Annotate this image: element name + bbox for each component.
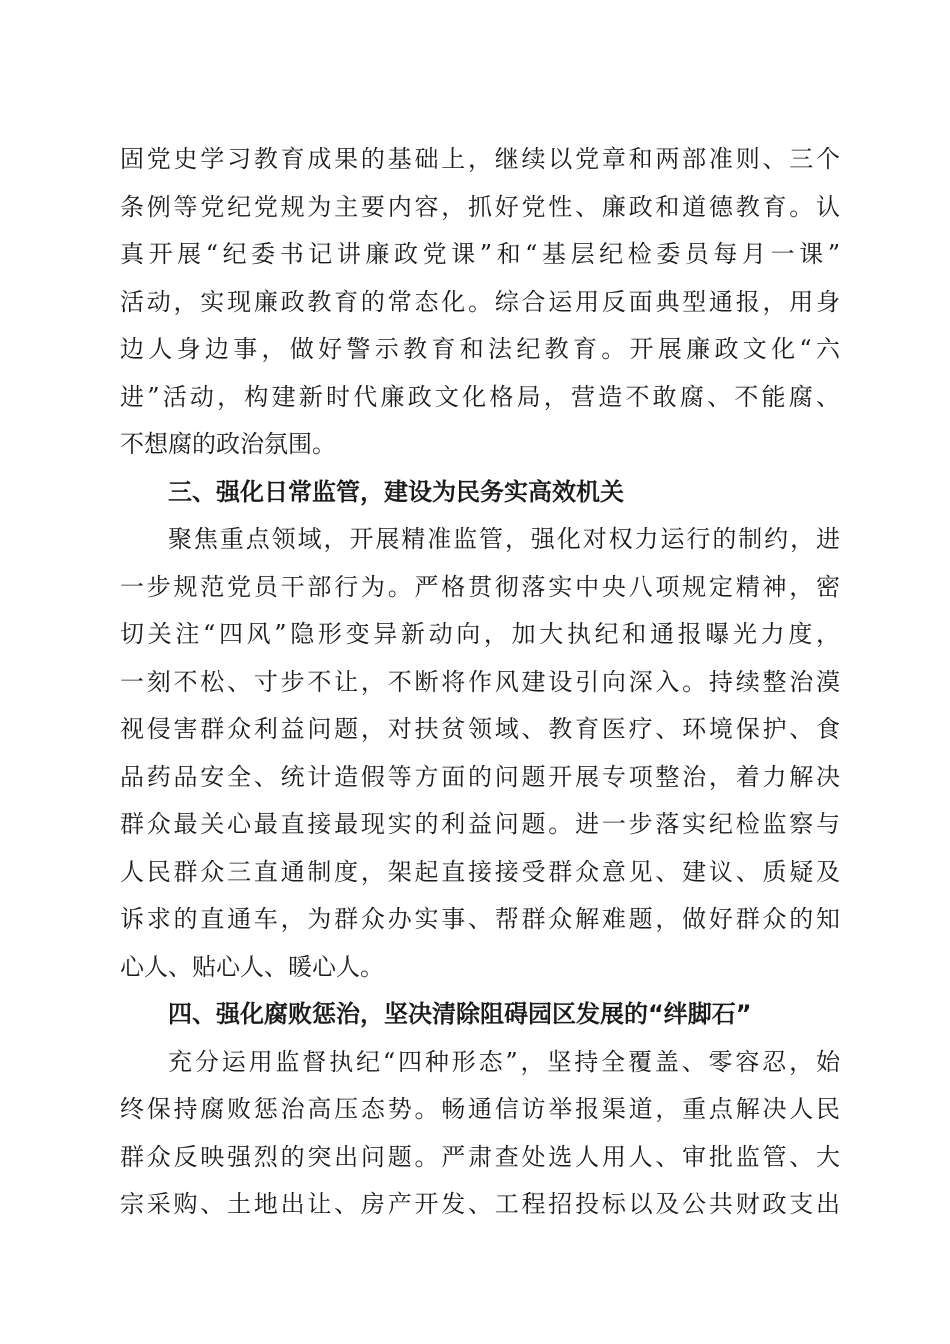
document-body xyxy=(120,136,840,1229)
text-line: 切关注“四风”隐形变异新动向，加大执纪和通报曝光力度， xyxy=(120,620,840,648)
text-line: 不想腐的政治氛围。 xyxy=(120,430,336,458)
paragraph-daily-supervision xyxy=(120,516,840,991)
text-line: 群众最关心最直接最现实的利益问题。进一步落实纪检监察与 xyxy=(120,810,840,838)
paragraph-corruption-punishment xyxy=(120,1039,840,1229)
text-line: 人民群众三直通制度，架起直接接受群众意见、建议、质疑及 xyxy=(120,857,840,886)
text-line: 心人、贴心人、暖心人。 xyxy=(120,952,384,981)
section-heading-4: 四、强化腐败惩治，坚决清除阻碍园区发展的“绊脚石” xyxy=(168,1000,752,1028)
text-line: 群众反映强烈的突出问题。严肃查处选人用人、审批监管、大 xyxy=(120,1142,840,1171)
text-line: 宗采购、土地出让、房产开发、工程招投标以及公共财政支出 xyxy=(120,1190,840,1218)
text-line: 一刻不松、寸步不让，不断将作风建设引向深入。持续整治漠 xyxy=(120,667,840,696)
text-line: 诉求的直通车，为群众办实事、帮群众解难题，做好群众的知 xyxy=(120,905,840,933)
section-heading-3: 三、强化日常监管，建设为民务实高效机关 xyxy=(168,477,624,506)
text-line: 活动，实现廉政教育的常态化。综合运用反面典型通报，用身 xyxy=(120,287,840,316)
text-line: 终保持腐败惩治高压态势。畅通信访举报渠道，重点解决人民 xyxy=(120,1095,840,1123)
text-line: 进”活动，构建新时代廉政文化格局，营造不敢腐、不能腐、 xyxy=(120,382,840,411)
text-line: 充分运用监督执纪“四种形态”，坚持全覆盖、零容忍，始 xyxy=(168,1047,840,1076)
text-line: 品药品安全、统计造假等方面的问题开展专项整治，着力解决 xyxy=(120,762,840,791)
text-line: 聚焦重点领域，开展精准监管，强化对权力运行的制约，进 xyxy=(168,525,840,553)
text-line: 边人身边事，做好警示教育和法纪教育。开展廉政文化“六 xyxy=(120,335,840,363)
text-line: 一步规范党员干部行为。严格贯彻落实中央八项规定精神，密 xyxy=(120,572,840,601)
paragraph-party-education xyxy=(120,136,840,469)
text-line: 固党史学习教育成果的基础上，继续以党章和两部准则、三个 xyxy=(120,145,840,173)
text-line: 条例等党纪党规为主要内容，抓好党性、廉政和道德教育。认 xyxy=(120,192,840,221)
text-line: 真开展“纪委书记讲廉政党课”和“基层纪检委员每月一课” xyxy=(120,240,840,268)
text-line: 视侵害群众利益问题，对扶贫领域、教育医疗、环境保护、食 xyxy=(120,715,840,743)
